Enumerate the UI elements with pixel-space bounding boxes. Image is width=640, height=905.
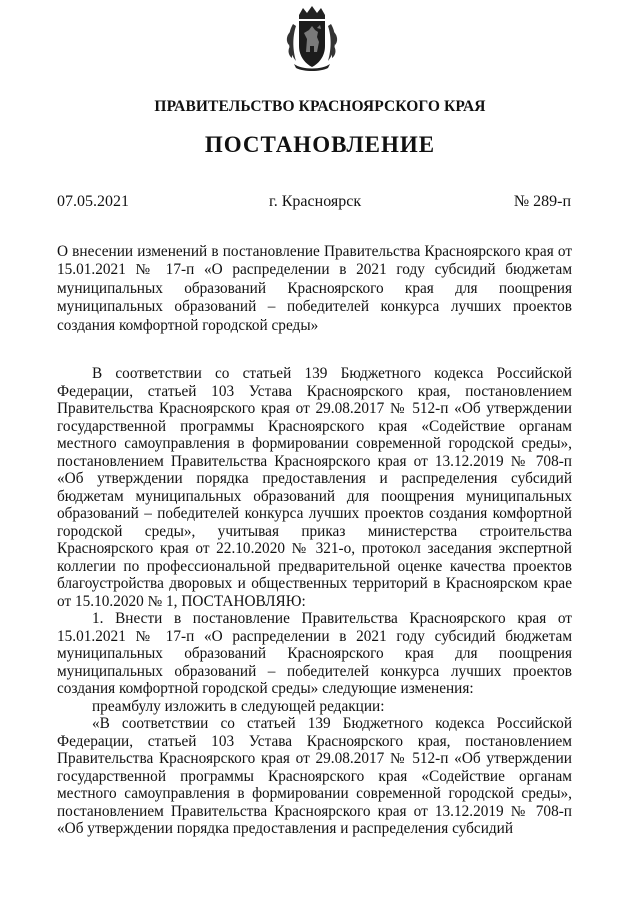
body-paragraph-preamble: В соответствии со статьей 139 Бюджетного кодекса Российской Федерации, статьей 103 Устава Красноярского края, постановлением Правительства Красноярского края от 29.08.2017 № 512-п «Об утверждении государственной программы Красноярского края «Содействие органам местного самоуправления в формировании современной городской среды», постановлением Правительства Красноярского края от 13.12.2019 № 708-п «Об утверждении порядка предоставления и распределения субсидий бюджетам муниципальных образований для поощрения муниципальных образований – победителей конкурса лучших проектов создания комфортной городской среды», учитывая приказ министерства строительства Красноярского края от 22.10.2020 № 321-о, протокол заседания экспертной коллегии по профессиональной предварительной оценке качества проектов благоустройства дворовых и общественных территорий в Красноярском крае от 15.10.2020 № 1, ПОСТАНОВЛЯЮ: — [57, 365, 572, 610]
krasnoyarsk-coat-of-arms-icon — [284, 6, 340, 72]
document-city: г. Красноярск — [269, 193, 362, 210]
document-type-heading: ПОСТАНОВЛЕНИЕ — [204, 132, 436, 157]
document-date: 07.05.2021 — [57, 193, 129, 210]
body-paragraph-preamble-instruction: преамбулу изложить в следующей редакции: — [92, 697, 385, 715]
body-paragraph-new-preamble: «В соответствии со статьей 139 Бюджетного кодекса Российской Федерации, статьей 103 Устава Красноярского края, постановлением Правительства Красноярского края от 29.08.2017 № 512-п «Об утверждении государственной программы Красноярского края «Содействие органам местного самоуправления в формировании современной городской среды», постановлением Правительства Красноярского края от 13.12.2019 № 708-п «Об утверждении порядка предоставления и распределения субсидий — [57, 715, 572, 837]
government-title: ПРАВИТЕЛЬСТВО КРАСНОЯРСКОГО КРАЯ — [154, 98, 486, 115]
document-subject: О внесении изменений в постановление Правительства Красноярского края от 15.01.2021 № 17-п «О распределении в 2021 году субсидий бюджетам муниципальных образований Красноярского края для поощрения муниципальных образований – победителей конкурса лучших проектов создания комфортной городской среды» — [57, 243, 572, 334]
body-paragraph-item-1: 1. Внести в постановление Правительства Красноярского края от 15.01.2021 № 17-п «О распределении в 2021 году субсидий бюджетам муниципальных образований Красноярского края для поощрения муниципальных образований – победителей конкурса лучших проектов создания комфортной городской среды» следующие изменения: — [57, 610, 572, 697]
document-body — [57, 365, 572, 838]
document-number: № 289-п — [513, 193, 571, 210]
